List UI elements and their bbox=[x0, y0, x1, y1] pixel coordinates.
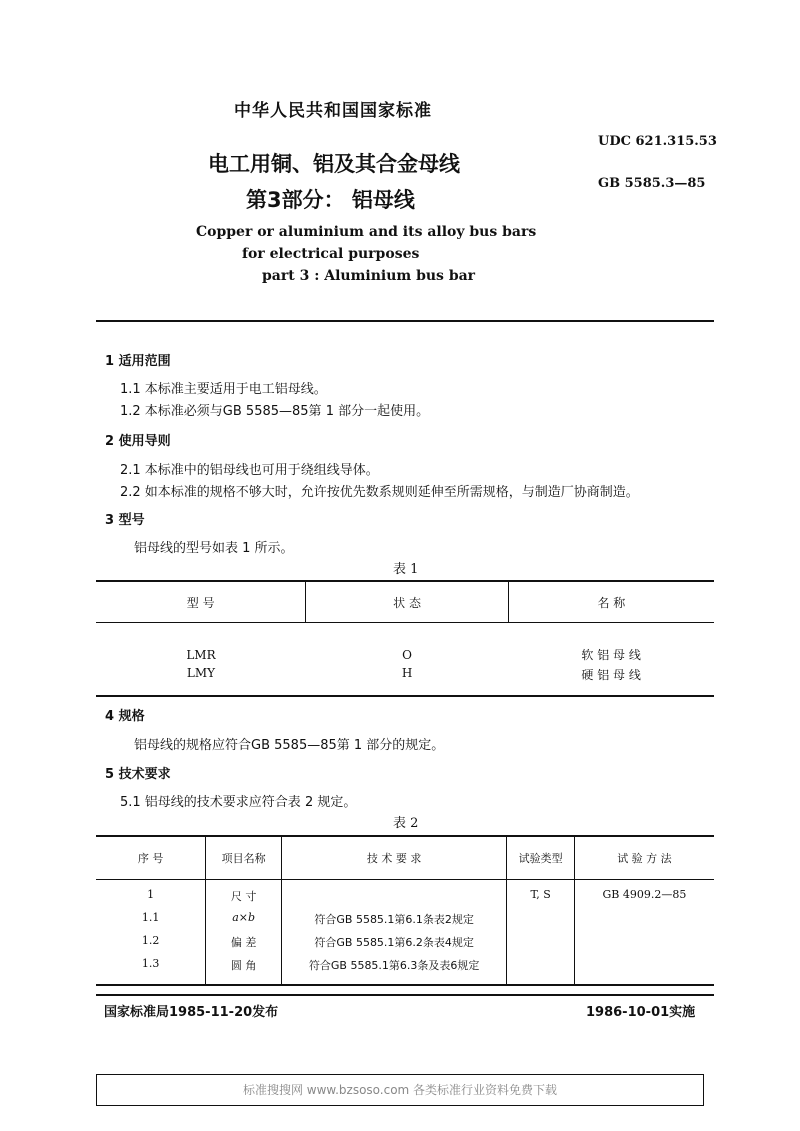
table-cell: 1 bbox=[147, 888, 155, 901]
clause-2-1: 2.1 本标准中的铝母线也可用于绕组线导体。 bbox=[120, 463, 379, 478]
table-1 bbox=[96, 580, 714, 697]
table-cell: 符合GB 5585.1第6.2条表4规定 bbox=[281, 933, 507, 956]
table-cell: 软 铝 母 线 bbox=[581, 648, 641, 662]
table-cell: 1.2 bbox=[141, 934, 160, 947]
clause-1-2: 1.2 本标准必须与GB 5585—85第 1 部分一起使用。 bbox=[120, 404, 430, 419]
table-cell: O bbox=[402, 647, 412, 662]
table-2-header-requirement: 技 术 要 求 bbox=[281, 836, 507, 880]
table-cell: LMR bbox=[186, 647, 216, 662]
table-cell: GB 4909.2—85 bbox=[574, 880, 714, 911]
table-row bbox=[96, 880, 714, 911]
watermark-banner: 标准搜搜网 www.bzsoso.com 各类标准行业资料免费下载 bbox=[96, 1074, 704, 1106]
table-2-header-no: 序 号 bbox=[96, 836, 206, 880]
table-row bbox=[96, 644, 714, 665]
table-cell bbox=[507, 956, 574, 985]
title-cn-line2: 第3部分： 铝母线 bbox=[246, 188, 415, 212]
table-cell bbox=[574, 910, 714, 933]
country-standard-heading: 中华人民共和国国家标准 bbox=[234, 101, 432, 121]
clause-1-1: 1.1 本标准主要适用于电工铝母线。 bbox=[120, 382, 327, 397]
section-4-text: 铝母线的规格应符合GB 5585—85第 1 部分的规定。 bbox=[134, 738, 445, 753]
section-4-title: 4 规格 bbox=[105, 709, 145, 724]
table-cell: 硬 铝 母 线 bbox=[581, 668, 641, 682]
section-1-title: 1 适用范围 bbox=[105, 354, 171, 369]
table-cell: 偏 差 bbox=[206, 933, 282, 956]
table-cell: a×b bbox=[206, 910, 282, 933]
table-cell bbox=[574, 933, 714, 956]
table-row bbox=[96, 933, 714, 956]
table-row bbox=[96, 956, 714, 985]
section-5-title: 5 技术要求 bbox=[105, 767, 171, 782]
issued-date: 国家标准局1985-11-20发布 bbox=[104, 1005, 279, 1020]
table-cell: 尺 寸 bbox=[206, 880, 282, 911]
title-divider bbox=[96, 320, 714, 322]
section-3-title: 3 型号 bbox=[105, 513, 145, 528]
gb-number: GB 5585.3—85 bbox=[598, 176, 706, 191]
effective-date: 1986-10-01实施 bbox=[586, 1005, 696, 1020]
footer-divider bbox=[96, 994, 714, 996]
title-cn-line1: 电工用铜、铝及其合金母线 bbox=[208, 152, 460, 176]
table-cell bbox=[281, 880, 507, 911]
section-2-title: 2 使用导则 bbox=[105, 434, 171, 449]
table-cell: 符合GB 5585.1第6.3条及表6规定 bbox=[281, 956, 507, 985]
table-2-header-test-type: 试验类型 bbox=[507, 836, 574, 880]
section-3-text: 铝母线的型号如表 1 所示。 bbox=[134, 541, 294, 556]
title-en-line2: for electrical purposes bbox=[242, 246, 420, 262]
table-2-header-item: 项目名称 bbox=[206, 836, 282, 880]
table-1-caption: 表 1 bbox=[393, 562, 419, 577]
table-1-header-type: 型 号 bbox=[96, 581, 306, 623]
table-cell: 1.1 bbox=[141, 911, 160, 924]
udc-number: UDC 621.315.53 bbox=[598, 134, 717, 149]
table-cell: H bbox=[401, 666, 413, 680]
table-1-header-name: 名 称 bbox=[508, 581, 714, 623]
table-row bbox=[96, 665, 714, 696]
table-row bbox=[96, 910, 714, 933]
clause-2-2: 2.2 如本标准的规格不够大时，允许按优先数系规则延伸至所需规格，与制造厂协商制造。 bbox=[120, 485, 639, 500]
table-cell bbox=[574, 956, 714, 985]
clause-5-1: 5.1 铝母线的技术要求应符合表 2 规定。 bbox=[120, 795, 357, 810]
table-cell bbox=[507, 933, 574, 956]
table-cell: 1.3 bbox=[141, 957, 160, 970]
table-2-header-test-method: 试 验 方 法 bbox=[574, 836, 714, 880]
table-2-caption: 表 2 bbox=[393, 816, 419, 831]
table-cell: 圆 角 bbox=[206, 956, 282, 985]
table-1-header-state: 状 态 bbox=[306, 581, 508, 623]
table-cell: 符合GB 5585.1第6.1条表2规定 bbox=[281, 910, 507, 933]
table-cell: T, S bbox=[507, 880, 574, 911]
title-en-line1: Copper or aluminium and its alloy bus bars bbox=[196, 224, 537, 240]
title-en-line3: part 3 : Aluminium bus bar bbox=[262, 268, 476, 284]
table-2 bbox=[96, 835, 714, 986]
table-cell bbox=[507, 910, 574, 933]
table-cell: LMY bbox=[186, 666, 216, 680]
